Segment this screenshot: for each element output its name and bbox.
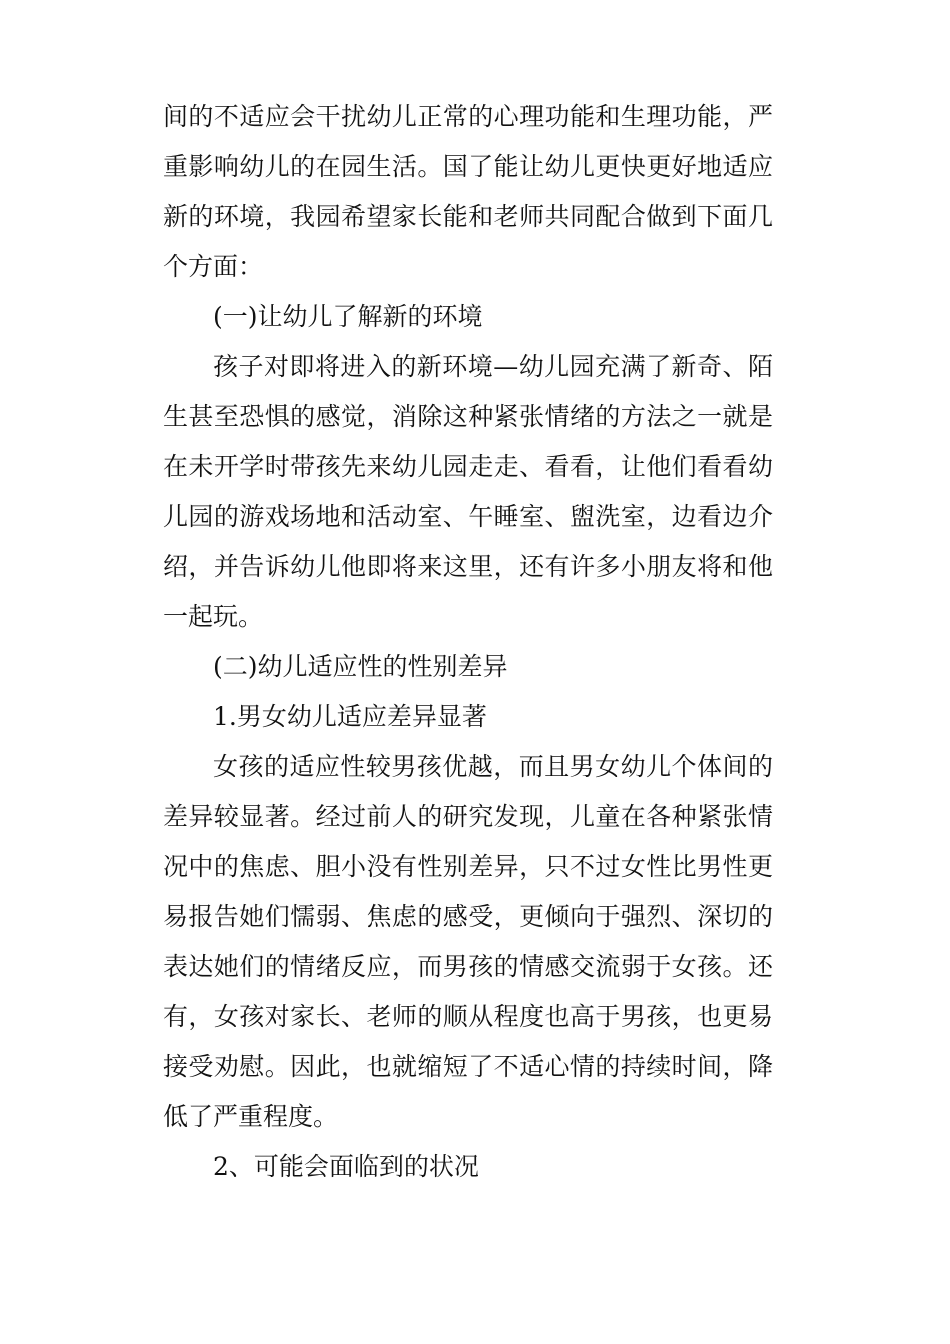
paragraph-3-line-4: 易报告她们懦弱、焦虑的感受，更倾向于强烈、深切的 (163, 902, 773, 931)
paragraph-2-line-1: 孩子对即将进入的新环境—幼儿园充满了新奇、陌 (213, 352, 773, 381)
paragraph-3-line-6: 有，女孩对家长、老师的顺从程度也高于男孩，也更易 (163, 1002, 773, 1031)
subsection-heading-2: 2、可能会面临到的状况 (213, 1152, 479, 1181)
paragraph-2-line-2: 生甚至恐惧的感觉，消除这种紧张情绪的方法之一就是 (163, 402, 773, 431)
paragraph-3-line-5: 表达她们的情绪反应，而男孩的情感交流弱于女孩。还 (163, 952, 773, 981)
paragraph-2-line-6: 一起玩。 (163, 602, 264, 631)
paragraph-3-line-8: 低了严重程度。 (163, 1102, 339, 1131)
paragraph-1-line-3: 新的环境，我园希望家长能和老师共同配合做到下面几 (163, 202, 773, 231)
paragraph-1-line-1: 间的不适应会干扰幼儿正常的心理功能和生理功能，严 (163, 102, 773, 131)
paragraph-2-line-3: 在未开学时带孩先来幼儿园走走、看看，让他们看看幼 (163, 452, 773, 481)
paragraph-3-line-2: 差异较显著。经过前人的研究发现，儿童在各种紧张情 (163, 802, 773, 831)
paragraph-3-line-3: 况中的焦虑、胆小没有性别差异，只不过女性比男性更 (163, 852, 773, 881)
paragraph-2-line-5: 绍，并告诉幼儿他即将来这里，还有许多小朋友将和他 (163, 552, 773, 581)
paragraph-1-line-2: 重影响幼儿的在园生活。国了能让幼儿更快更好地适应 (163, 152, 773, 181)
paragraph-3-line-1: 女孩的适应性较男孩优越，而且男女幼儿个体间的 (213, 752, 773, 781)
paragraph-1-line-4: 个方面： (163, 252, 264, 281)
paragraph-2-line-4: 儿园的游戏场地和活动室、午睡室、盥洗室，边看边介 (163, 502, 773, 531)
section-heading-2: (二)幼儿适应性的性别差异 (213, 652, 508, 681)
paragraph-3-line-7: 接受劝慰。因此，也就缩短了不适心情的持续时间，降 (163, 1052, 773, 1081)
subsection-heading-1: 1.男女幼儿适应差异显著 (213, 702, 487, 731)
section-heading-1: (一)让幼儿了解新的环境 (213, 302, 483, 331)
